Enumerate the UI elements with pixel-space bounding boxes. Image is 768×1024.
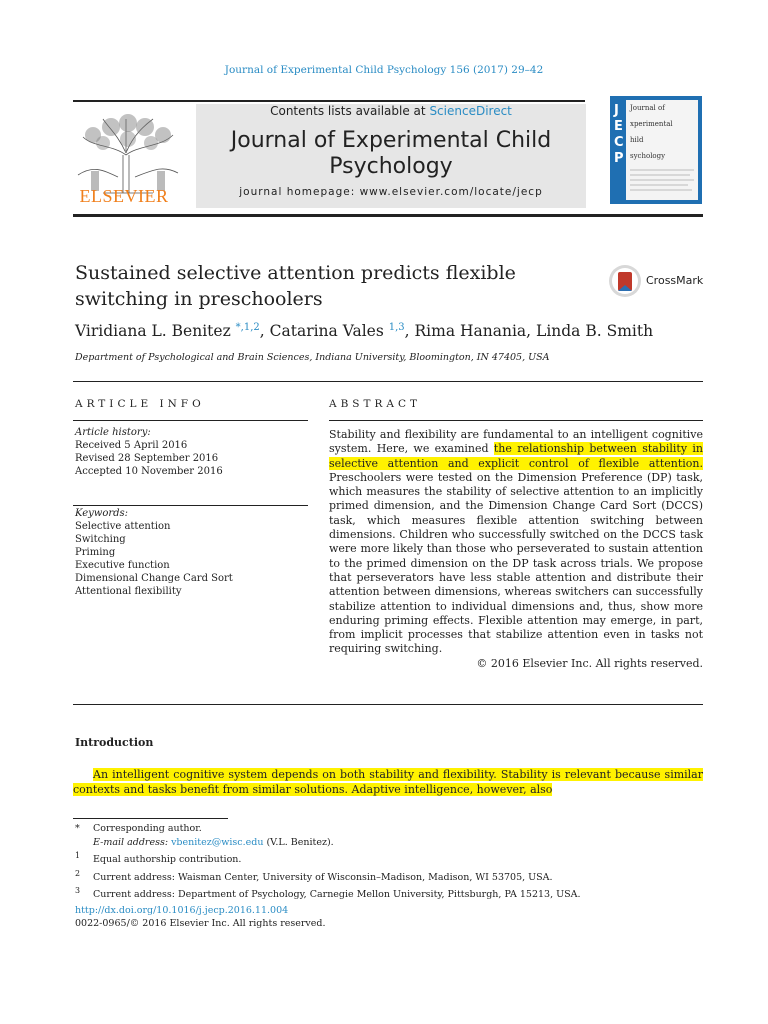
abstract-rule: [329, 420, 703, 421]
cover-word-4: sychology: [630, 152, 666, 160]
contents-line: [196, 104, 586, 118]
history-revised: Revised 28 September 2016: [75, 453, 219, 464]
article-title-line-1: Sustained selective attention predicts flexible: [75, 262, 516, 284]
abstract-text-start: Stability and flexibility are fundamental to an intelligent cognitive system. Here, we examined: [329, 428, 703, 456]
keyword-item: Switching: [75, 534, 126, 545]
keywords-label: Keywords:: [75, 508, 129, 519]
publisher-name[interactable]: ELSEVIER: [79, 186, 169, 206]
footnote-mark: 2: [75, 868, 81, 878]
journal-title-line-1: Journal of Experimental Child: [230, 128, 552, 153]
footnote-rule: [73, 818, 228, 819]
introduction-heading: Introduction: [75, 736, 154, 749]
article-title: [75, 260, 595, 312]
author-superscript[interactable]: *,1,2: [235, 322, 260, 333]
crossmark-icon: [608, 264, 642, 298]
footnote-mark: 3: [75, 886, 81, 896]
footnote-mark: *: [75, 823, 80, 834]
journal-title-line-2: Psychology: [329, 154, 453, 179]
section-rule: [73, 704, 703, 705]
email-link[interactable]: vbenitez@wisc.edu: [171, 836, 264, 848]
doi-link[interactable]: http://dx.doi.org/10.1016/j.jecp.2016.11.004: [75, 905, 289, 916]
article-info-heading: ARTICLE INFO: [75, 398, 205, 410]
footnote-mark: 1: [75, 851, 81, 860]
history-label: Article history:: [75, 427, 151, 438]
author-superscript[interactable]: 1,3: [388, 322, 405, 333]
author-name[interactable]: Catarina Vales: [269, 322, 384, 341]
abstract-copyright: © 2016 Elsevier Inc. All rights reserved.: [476, 657, 703, 670]
article-title-line-2: switching in preschoolers: [75, 288, 323, 310]
abstract-heading: ABSTRACT: [329, 398, 422, 410]
footnote-text: Corresponding author.: [93, 823, 202, 834]
cover-word-1: Journal of: [630, 104, 665, 112]
author-separator: ,: [404, 322, 415, 341]
sciencedirect-link[interactable]: ScienceDirect: [429, 104, 512, 118]
introduction-highlighted-text[interactable]: An intelligent cognitive system depends on both stability and flexibility. Stability is relevant because similar contexts and tasks benefit from similar solutions. Adaptive intelligence, however, also: [73, 768, 703, 796]
header-top-rule: [73, 100, 585, 102]
author-name[interactable]: Viridiana L. Benitez: [75, 322, 231, 341]
keywords-rule: [73, 505, 308, 506]
cover-word-3: hild: [630, 136, 644, 144]
author-name[interactable]: Rima Hanania: [414, 322, 527, 341]
keywords: [75, 507, 305, 598]
crossmark-label: CrossMark: [646, 274, 704, 287]
email-label: E-mail address:: [93, 836, 172, 848]
affiliation: Department of Psychological and Brain Sciences, Indiana University, Bloomington, IN 47405, USA: [75, 352, 550, 363]
abstract-text-rest: Preschoolers were tested on the Dimension Preference (DP) task, which measures the stability of selective attention to an implicitly primed dimension, and the Dimension Change Card Sort (DCCS) task, which measures flexible attention switching between dimensions. Children who successfully switched on the DCCS task were more likely than those who perseverated to sustain attention to the primed dimension on the DP task across trials. We propose that perseverators have less stable attention and distribute their attention between dimensions, whereas switchers can successfully stabilize attention to individual dimensions and, thus, show more enduring priming effects. Flexible attention may emerge, in part, from implicit processes that stabilize attention even in tasks not requiring switching.: [329, 470, 703, 656]
footnote-1: [75, 849, 705, 867]
keyword-item: Attentional flexibility: [75, 586, 182, 597]
abstract-body: [329, 428, 703, 657]
email-suffix: (V.L. Benitez).: [263, 836, 334, 848]
keyword-item: Selective attention: [75, 521, 171, 532]
cover-letter-p: P: [614, 151, 624, 166]
keyword-item: Executive function: [75, 560, 170, 571]
footnotes: [75, 822, 705, 902]
cover-letter-e: E: [614, 119, 623, 134]
section-rule: [73, 381, 703, 382]
contents-prefix: Contents lists available at: [270, 104, 430, 118]
footnote-text: Current address: Department of Psychology, Carnegie Mellon University, Pittsburgh, PA 15213, USA.: [93, 889, 581, 901]
cover-word-2: xperimental: [630, 120, 673, 128]
journal-homepage[interactable]: journal homepage: www.elsevier.com/locate/jecp: [239, 186, 543, 198]
abstract-highlighted-text[interactable]: the relationship between stability in selective attention and explicit control of flexible attention.: [329, 442, 704, 470]
footnote-email: [75, 836, 705, 850]
author-list: [75, 322, 715, 340]
author-separator: ,: [526, 322, 537, 341]
cover-letter-c: C: [614, 135, 624, 150]
journal-cover-thumbnail-icon[interactable]: [610, 96, 702, 204]
history-received: Received 5 April 2016: [75, 440, 188, 451]
footnote-text: Current address: Waisman Center, University of Wisconsin–Madison, Madison, WI 53705, USA.: [93, 871, 553, 883]
footnote-text: Equal authorship contribution.: [93, 854, 242, 866]
keyword-item: Priming: [75, 547, 116, 558]
author-name[interactable]: Linda B. Smith: [536, 322, 654, 341]
journal-title[interactable]: [196, 128, 586, 180]
introduction-paragraph: [73, 768, 703, 797]
article-history: [75, 426, 305, 478]
keyword-item: Dimensional Change Card Sort: [75, 573, 233, 584]
footnote-corresponding: [75, 822, 705, 836]
issn-copyright: 0022-0965/© 2016 Elsevier Inc. All rights reserved.: [75, 918, 326, 929]
footnote-2: [75, 867, 705, 885]
header-bottom-rule: [73, 214, 703, 217]
journal-reference[interactable]: Journal of Experimental Child Psychology 156 (2017) 29–42: [224, 64, 544, 76]
history-accepted: Accepted 10 November 2016: [75, 466, 223, 477]
author-separator: ,: [259, 322, 270, 341]
article-info-rule: [73, 420, 308, 421]
footnote-3: [75, 884, 705, 902]
cover-letter-j: J: [614, 103, 619, 118]
crossmark-badge[interactable]: [608, 264, 708, 298]
